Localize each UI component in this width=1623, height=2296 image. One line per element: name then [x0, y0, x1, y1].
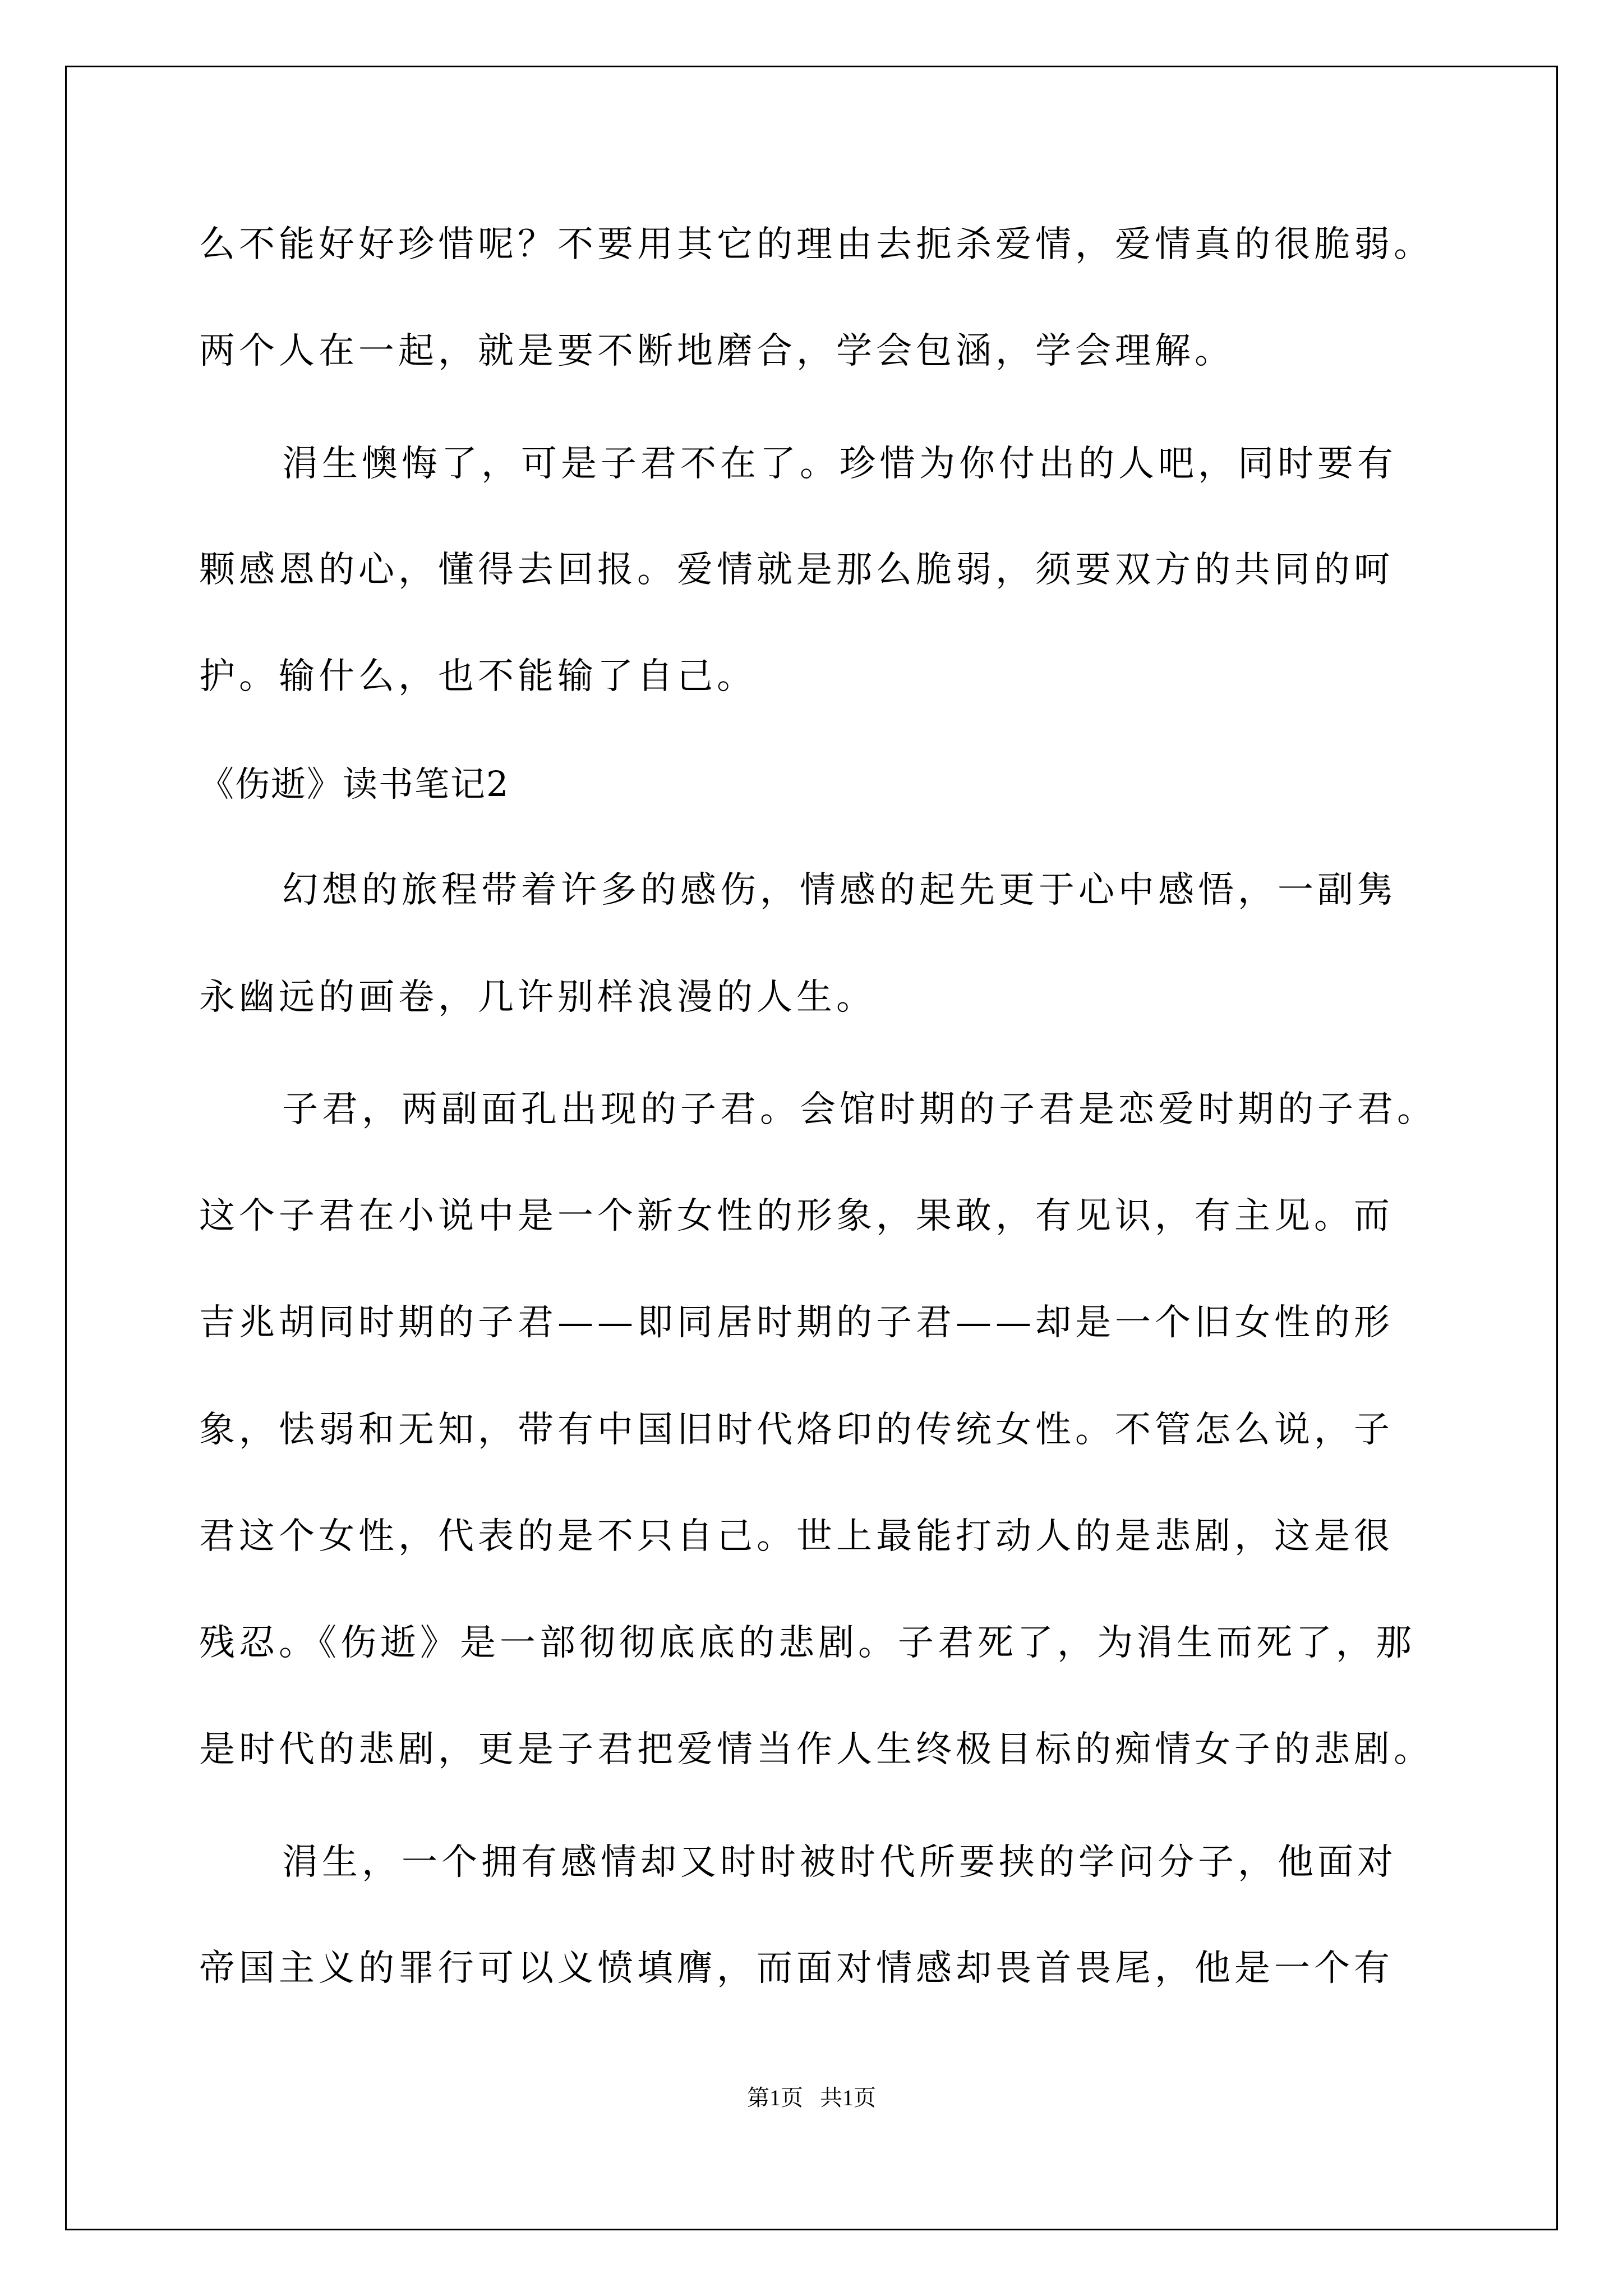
body-line: 护。输什么，也不能输了自己。	[199, 656, 757, 697]
paragraph-first-line: 子君，两副面孔出现的子君。会馆时期的子君是恋爱时期的子君。	[282, 1089, 1437, 1130]
body-line: 残忍。《伤逝》是一部彻彻底底的悲剧。子君死了，为涓生而死了，那	[199, 1622, 1415, 1664]
body-line: 么不能好好珍惜呢？不要用其它的理由去扼杀爱情，爱情真的很脆弱。	[199, 224, 1433, 265]
body-line: 君这个女性，代表的是不只自己。世上最能打动人的是悲剧，这是很	[199, 1516, 1394, 1557]
body-line: 永幽远的画卷，几许别样浪漫的人生。	[199, 977, 876, 1018]
paragraph-first-line: 幻想的旅程带着许多的感伤，情感的起先更于心中感悟，一副隽	[282, 869, 1397, 911]
body-line: 吉兆胡同时期的子君——即同居时期的子君——却是一个旧女性的形	[199, 1302, 1394, 1343]
page-border	[65, 66, 1558, 2230]
body-line: 两个人在一起，就是要不断地磨合，学会包涵，学会理解。	[199, 330, 1234, 372]
body-line: 帝国主义的罪行可以义愤填膺，而面对情感却畏首畏尾，他是一个有	[199, 1948, 1394, 1989]
body-line: 象，怯弱和无知，带有中国旧时代烙印的传统女性。不管怎么说，子	[199, 1409, 1394, 1451]
page-number-footer: 第1页 共1页	[747, 2085, 876, 2110]
body-line: 颗感恩的心，懂得去回报。爱情就是那么脆弱，须要双方的共同的呵	[199, 549, 1394, 591]
body-line: 是时代的悲剧，更是子君把爱情当作人生终极目标的痴情女子的悲剧。	[199, 1729, 1433, 1770]
body-line: 这个子君在小说中是一个新女性的形象，果敢，有见识，有主见。而	[199, 1195, 1394, 1237]
paragraph-first-line: 涓生懊悔了，可是子君不在了。珍惜为你付出的人吧，同时要有	[282, 443, 1397, 485]
paragraph-first-line: 涓生，一个拥有感情却又时时被时代所要挟的学问分子，他面对	[282, 1842, 1397, 1883]
section-heading: 《伤逝》读书笔记2	[199, 763, 510, 804]
